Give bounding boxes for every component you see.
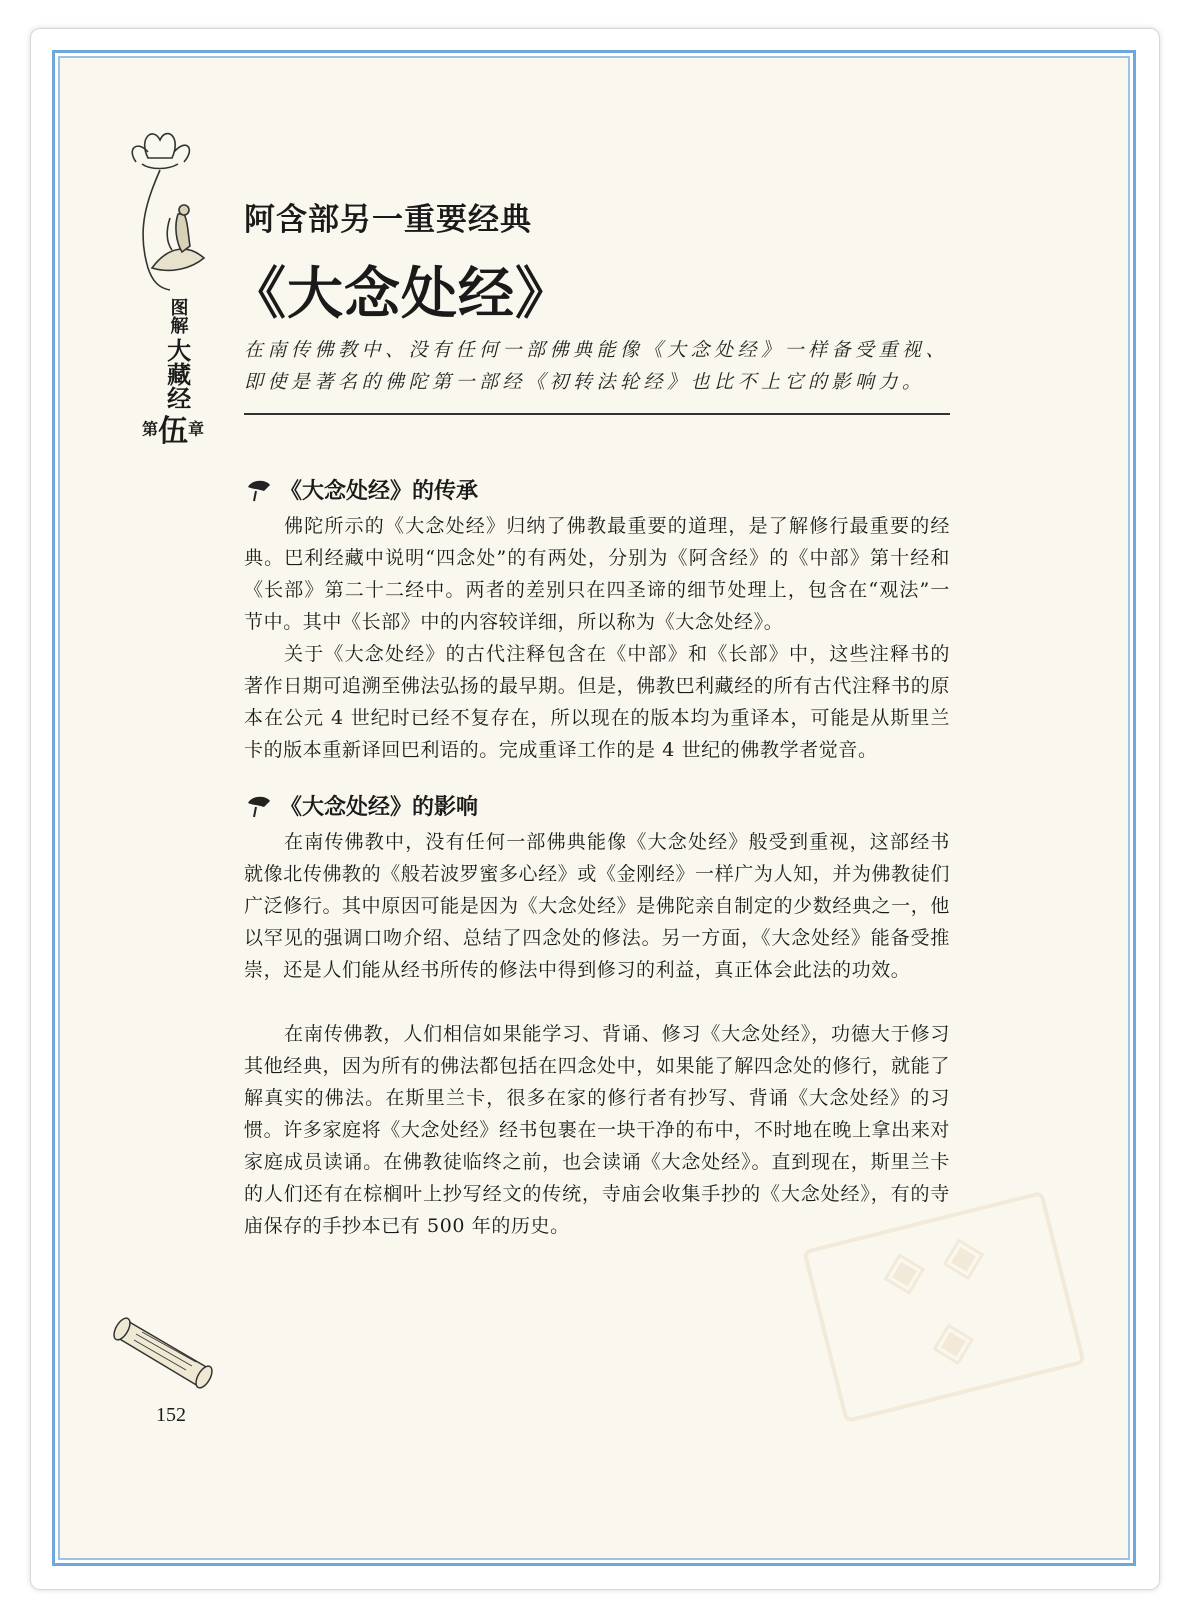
lamp-bullet-icon <box>244 477 274 503</box>
chapter-suffix: 章 <box>188 419 205 439</box>
section-heading-text: 《大念处经》的影响 <box>280 795 479 820</box>
series-title-big: 大藏经 <box>162 338 192 410</box>
page-subtitle: 阿含部另一重要经典 <box>244 202 532 238</box>
lamp-bullet-icon <box>244 793 274 819</box>
paragraph: 在南传佛教，人们相信如果能学习、背诵、修习《大念处经》，功德大于修习其他经典，因为所有的佛法都包括在四念处中，如果能了解四念处的修行，就能了解真实的佛法。在斯里兰卡，很多在家的修行者有抄写、背诵《大念处经》的习惯。许多家庭将《大念处经》经书包裹在一块干净的布中，不时地在晚上拿出来对家庭成员读诵。在佛教徒临终之前，也会读诵《大念处经》。直到现在，斯里兰卡的人们还有在棕榈叶上抄写经文的传统，寺庙会收集手抄的《大念处经》，有的寺庙保存的手抄本已有 500 年的历史。 <box>244 1023 950 1237</box>
section-heading <box>244 474 478 505</box>
intro-text: 在南传佛教中、没有任何一部佛典能像《大念处经》一样备受重视、即使是著名的佛陀第一部经《初转法轮经》也比不上它的影响力。 <box>244 339 950 393</box>
section-heading-text: 《大念处经》的传承 <box>280 479 479 504</box>
lotus-ornament-icon <box>108 118 218 298</box>
scroll-ornament-icon <box>112 1308 232 1398</box>
chapter-prefix: 第 <box>141 419 158 439</box>
paragraph: 佛陀所示的《大念处经》归纳了佛教最重要的道理，是了解修行最重要的经典。巴利经藏中说明“四念处”的有两处，分别为《阿含经》的《中部》第十经和《长部》第二十二经中。两者的差别只在四圣谛的细节处理上，包含在“观法”一节中。其中《长部》中的内容较详细，所以称为《大念处经》。 <box>244 515 950 633</box>
seal-stamp-icon: ◈ ◈ ◈ <box>802 1191 1086 1424</box>
book-page <box>58 56 1130 1560</box>
section-heading <box>244 790 478 821</box>
paragraph: 在南传佛教中，没有任何一部佛典能像《大念处经》般受到重视，这部经书就像北传佛教的《般若波罗蜜多心经》或《金刚经》一样广为人知，并为佛教徒们广泛修行。其中原因可能是因为《大念处经》是佛陀亲自制定的少数经典之一，他以罕见的强调口吻介绍、总结了四念处的修法。另一方面，《大念处经》能备受推崇，还是人们能从经书所传的修法中得到修习的利益，真正体会此法的功效。 <box>244 831 950 981</box>
page-title: 《大念处经》 <box>230 262 572 327</box>
paragraph: 关于《大念处经》的古代注释包含在《中部》和《长部》中，这些注释书的著作日期可追溯至佛法弘扬的最早期。但是，佛教巴利藏经的所有古代注释书的原本在公元 4 世纪时已经不复存在，所以现在的版本均为重译本，可能是从斯里兰卡的版本重新译回巴利语的。完成重译工作的是 4 世纪的佛教学者觉音。 <box>244 643 950 761</box>
chapter-number: 伍 <box>158 414 188 449</box>
series-title-small: 图解 <box>167 298 189 334</box>
header-divider <box>244 413 950 415</box>
chapter-label <box>128 406 218 450</box>
page-number: 152 <box>156 1404 186 1426</box>
series-title <box>162 298 192 410</box>
